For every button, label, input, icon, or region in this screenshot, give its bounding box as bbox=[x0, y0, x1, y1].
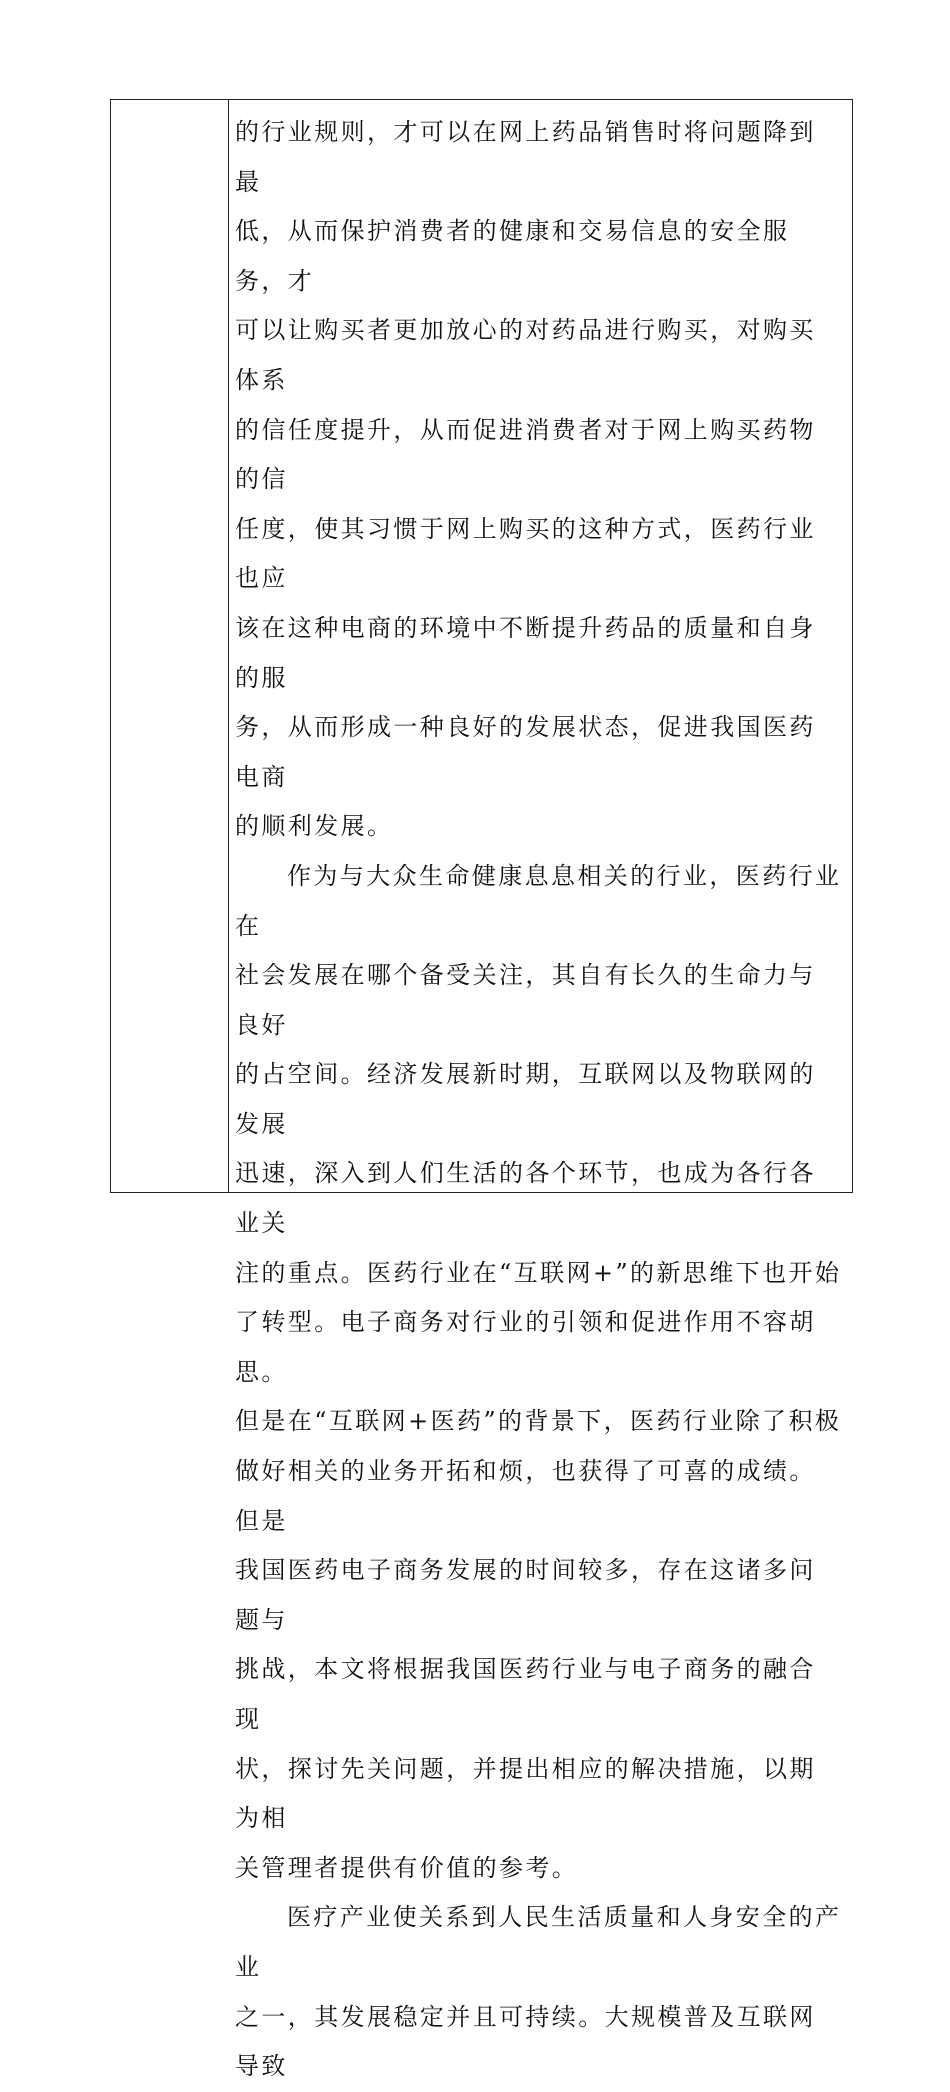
paragraph-line: 可以让购买者更加放心的对药品进行购买，对购买体系 bbox=[235, 316, 816, 394]
paragraph-3 bbox=[235, 1893, 842, 2091]
paragraph-1 bbox=[235, 108, 842, 852]
paragraph-line: 挑战，本文将根据我国医药行业与电子商务的融合现 bbox=[235, 1655, 816, 1733]
paragraph-line: 社会发展在哪个备受关注，其自有长久的生命力与良好 bbox=[235, 961, 816, 1039]
paragraph-line: 作为与大众生命健康息息相关的行业，医药行业在 bbox=[235, 861, 842, 940]
table-label-cell bbox=[111, 100, 229, 1192]
paragraph-line: 状，探讨先关问题，并提出相应的解决措施，以期为相 bbox=[235, 1754, 816, 1833]
paragraph-line: 务，从而形成一种良好的发展状态，促进我国医药电商 bbox=[235, 713, 816, 791]
paragraph-line: 迅速，深入到人们生活的各个环节，也成为各行各业关 bbox=[235, 1159, 816, 1238]
paragraph-line: 的占空间。经济发展新时期，互联网以及物联网的发展 bbox=[235, 1060, 816, 1138]
paragraph-line: 任度，使其习惯于网上购买的这种方式，医药行业也应 bbox=[235, 514, 816, 593]
paragraph-line: 关管理者提供有价值的参考。 bbox=[235, 1853, 579, 1882]
paragraph-2 bbox=[235, 852, 842, 1893]
paragraph-line: 但是在“互联网+医药”的背景下，医药行业除了积极 bbox=[235, 1407, 842, 1436]
paragraph-line: 的行业规则，才可以在网上药品销售时将问题降到最 bbox=[235, 118, 816, 196]
document-table bbox=[110, 99, 853, 2081]
paragraph-line: 医疗产业使关系到人民生活质量和人身安全的产业 bbox=[235, 1903, 842, 1981]
table-content-cell bbox=[229, 100, 852, 2081]
paragraph-line: 注的重点。医药行业在“互联网+”的新思维下也开始 bbox=[235, 1258, 842, 1287]
paragraph-line: 做好相关的业务开拓和烦，也获得了可喜的成绩。但是 bbox=[235, 1457, 816, 1535]
paragraph-line: 该在这种电商的环境中不断提升药品的质量和自身的服 bbox=[235, 613, 816, 692]
paragraph-line: 的信任度提升，从而促进消费者对于网上购买药物的信 bbox=[235, 415, 816, 494]
paragraph-line: 低，从而保护消费者的健康和交易信息的安全服务，才 bbox=[235, 217, 790, 295]
paragraph-line: 的顺利发展。 bbox=[235, 812, 394, 841]
paragraph-line: 我国医药电子商务发展的时间较多，存在这诸多问题与 bbox=[235, 1556, 816, 1634]
paragraph-line: 了转型。电子商务对行业的引领和促进作用不容胡思。 bbox=[235, 1308, 816, 1386]
paragraph-line: 之一，其发展稳定并且可持续。大规模普及互联网导致 bbox=[235, 2002, 816, 2081]
